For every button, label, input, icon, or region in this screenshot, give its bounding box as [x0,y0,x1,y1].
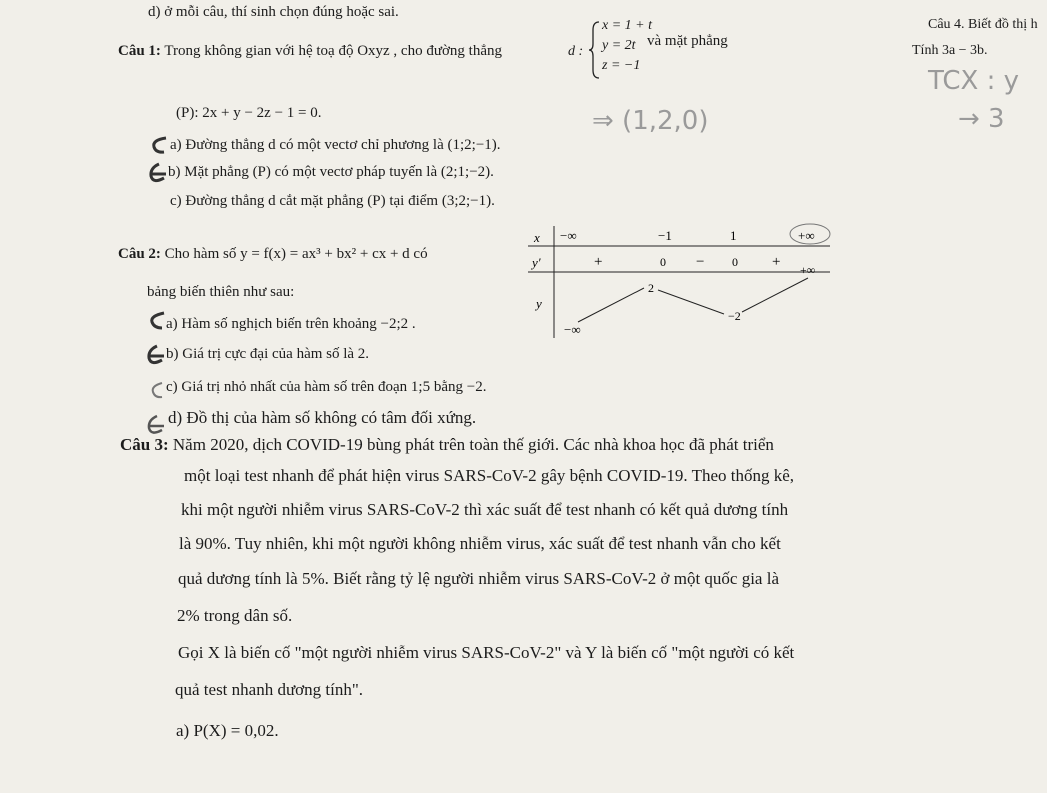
q1-text: Trong không gian với hệ toạ độ Oxyz , cho đường thẳng [164,43,502,59]
q2-header [118,246,428,263]
q3-label: Câu 3: [120,435,169,454]
system-eq2: y = 2t [602,38,636,53]
handwritten-cross-mark-2 [144,344,166,366]
q2-label: Câu 2: [118,246,161,262]
instruction-line: d) ở mỗi câu, thí sinh chọn đúng hoặc sai. [148,4,399,20]
table-yprime-label: y′ [532,255,541,270]
q2-statement-a: a) Hàm số nghịch biến trên khoảng −2;2 . [166,316,416,332]
table-y-label: y [536,296,542,311]
table-sign-plus-2: + [772,254,781,270]
q3-line-5: quả dương tính là 5%. Biết rằng tỷ lệ người nhiễm virus SARS-CoV-2 ở một quốc gia là [178,569,779,588]
table-y-min: −2 [728,309,741,323]
table-zero-2: 0 [732,255,738,269]
q1-statement-a: a) Đường thẳng d có một vectơ chỉ phương là (1;2;−1). [170,137,501,153]
q3-statement-a: a) P(X) = 0,02. [176,721,279,740]
table-y-plus-inf: +∞ [800,263,816,277]
q3-line-4: là 90%. Tuy nhiên, khi một người không nhiễm virus, xác suất để test nhanh vẫn cho kết [179,534,781,553]
q3-line-8: quả test nhanh dương tính". [175,680,364,699]
q1-label: Câu 1: [118,43,161,59]
q2-text-2: bảng biến thiên như sau: [147,284,295,300]
handwritten-check-mark-3 [146,380,168,402]
q3-text-1: Năm 2020, dịch COVID-19 bùng phát trên toàn thế giới. Các nhà khoa học đã phát triển [172,435,774,454]
q2-statement-b: b) Giá trị cực đại của hàm số là 2. [166,346,370,362]
q1-header [118,43,502,60]
q1-statement-b: b) Mặt phẳng (P) có một vectơ pháp tuyến là (2;1;−2). [168,164,494,180]
q1-statement-c: c) Đường thẳng d cắt mặt phẳng (P) tại điểm (3;2;−1). [170,193,495,209]
variation-table [508,222,838,342]
q3-line-7: Gọi X là biến cố "một người nhiễm virus SARS-CoV-2" và Y là biến cố "một người có kết [178,643,795,662]
table-sign-minus: − [696,254,705,270]
table-x-label: x [534,230,540,245]
q1-d-prefix: d : [568,44,584,59]
q3-line-3: khi một người nhiễm virus SARS-CoV-2 thì xác suất để test nhanh có kết quả dương tính [181,500,789,519]
q4-text: Tính 3a − 3b. [912,43,988,58]
system-eq3: z = −1 [602,58,641,73]
table-zero-1: 0 [660,255,666,269]
handwritten-check-mark-2 [146,310,168,332]
q3-line-2: một loại test nhanh để phát hiện virus SARS-CoV-2 gây bệnh COVID-19. Theo thống kê, [184,466,795,485]
q1-plane: (P): 2x + y − 2z − 1 = 0. [176,105,322,121]
handwritten-note-asymptote: TCX : y [928,66,1019,96]
handwritten-cross-mark [146,162,168,184]
table-x-neg1: −1 [658,228,672,243]
q3-line-6: 2% trong dân số. [177,606,293,625]
handwritten-note-point: ⇒ (1,2,0) [592,106,709,136]
table-sign-plus-1: + [594,254,603,270]
table-x-minus-inf: −∞ [560,228,577,243]
q2-text: Cho hàm số y = f(x) = ax³ + bx² + cx + d có [164,246,428,262]
q4-title: Câu 4. Biết đồ thị h [928,17,1038,32]
q1-after-system: và mặt phẳng [647,33,728,49]
q3-line-1 [120,435,774,455]
system-brace [588,20,602,80]
table-y-minus-inf: −∞ [564,322,581,337]
q2-statement-d: d) Đồ thị của hàm số không có tâm đối xứng. [168,408,477,427]
handwritten-note-answer: → 3 [958,104,1005,134]
handwritten-check-mark [148,134,170,156]
q2-statement-c: c) Giá trị nhỏ nhất của hàm số trên đoạn 1;5 bằng −2. [166,379,487,395]
handwritten-cross-mark-3 [144,414,166,436]
table-x-1: 1 [730,228,737,243]
table-y-max: 2 [648,281,654,295]
system-eq1: x = 1 + t [602,18,652,33]
table-x-plus-inf: +∞ [798,228,815,243]
